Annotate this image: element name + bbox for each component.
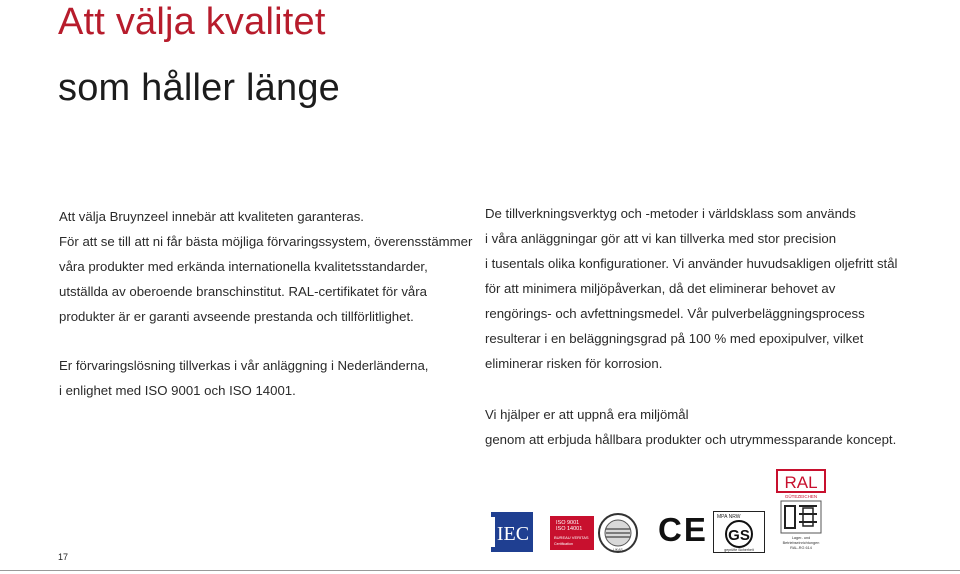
ral-subtitle-text: GÜTEZEICHEN	[784, 494, 818, 499]
footer-divider	[0, 570, 960, 571]
text-line: i tusentals olika konfigurationer. Vi använder huvudsakligen oljefritt stål	[485, 256, 898, 271]
heading-line-1: Att välja kvalitet	[58, 1, 326, 43]
gs-text: GS	[728, 527, 750, 544]
text-line: i våra anläggningar gör att vi kan tillverka med stor precision	[485, 231, 837, 246]
text-line: utställda av oberoende branschinstitut. RAL-certifikatet för våra	[59, 284, 427, 299]
text-line: För att se till att ni får bästa möjliga förvaringssystem, överensstämmer	[59, 234, 473, 249]
page-number: 17	[58, 552, 69, 562]
text-line: för att minimera miljöpåverkan, då det eliminerar behovet av	[485, 281, 836, 296]
text-line: resulterar i en beläggningsgrad på 100 % med epoxipulver, vilket	[485, 331, 864, 346]
heading-line-2: som håller länge	[58, 67, 341, 109]
iec-logo-text: IEC	[496, 523, 530, 545]
text-line: Att välja Bruynzeel innebär att kvaliteten garanteras.	[59, 209, 364, 224]
bureau-veritas-text: BUREAU VERITAS	[554, 535, 589, 540]
ral-footer-line-1: Lager- und	[791, 536, 811, 540]
text-line: Vi hjälper er att uppnå era miljömål	[485, 407, 689, 422]
ral-footer-line-3: RAL-RG 614	[790, 546, 812, 550]
text-line: Er förvaringslösning tillverkas i vår anläggning i Nederländerna,	[59, 358, 429, 373]
text-line: produkter är er garanti avseende prestanda och tillförlitlighet.	[59, 309, 414, 324]
gs-header-text: MPA NRW	[717, 514, 741, 520]
text-line: genom att erbjuda hållbara produkter och utrymmessparande koncept.	[485, 432, 897, 447]
ukas-text: UKAS	[613, 548, 623, 552]
text-line: eliminerar risken för korrosion.	[485, 356, 663, 371]
iso-14001-text: ISO 14001	[556, 526, 583, 532]
right-column	[485, 201, 925, 452]
text-line: i enlighet med ISO 9001 och ISO 14001.	[59, 383, 296, 398]
iec-logo	[491, 512, 533, 552]
gs-mark-logo	[713, 511, 765, 553]
left-column	[59, 204, 473, 403]
text-line: De tillverkningsverktyg och -metoder i världsklass som används	[485, 206, 856, 221]
ral-footer-line-2: Betriebseinrichtungen	[782, 541, 820, 545]
iso-9001-text: ISO 9001	[556, 520, 580, 526]
gs-footer-text: geprüfte Sicherheit	[724, 548, 754, 552]
ce-mark-logo: CE	[658, 511, 708, 548]
ral-text: RAL	[784, 473, 818, 492]
certification-text: Certification	[554, 542, 573, 546]
text-line: våra produkter med erkända internationella kvalitetsstandarder,	[59, 259, 428, 274]
ral-quality-mark-logo	[773, 468, 829, 552]
iso-certification-logo	[550, 512, 640, 554]
text-line: rengörings- och avfettningsmedel. Vår pulverbeläggningsprocess	[485, 306, 865, 321]
